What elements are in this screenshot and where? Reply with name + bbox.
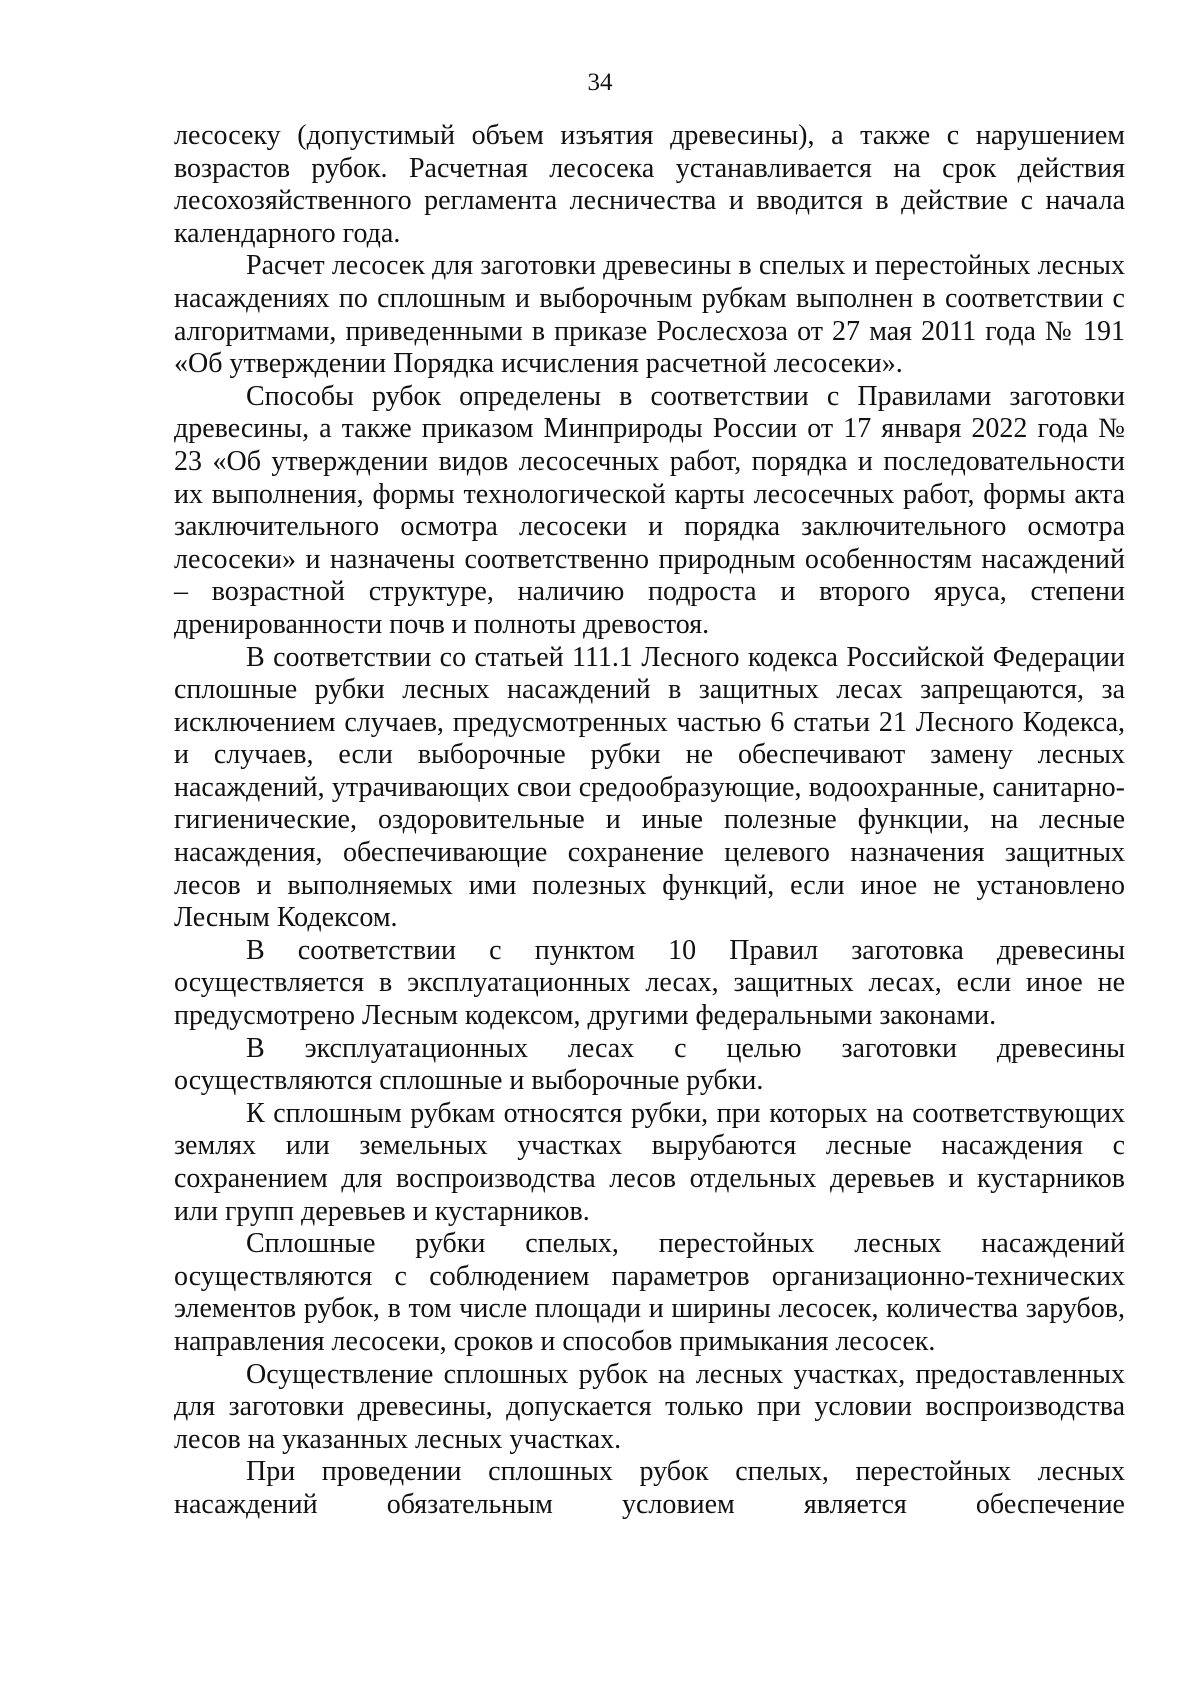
paragraph-clear-cutting-parameters: Сплошные рубки спелых, перестойных лесных насаждений осуществляются с соблюдением параметров организационно-технических элементов рубок, в том числе площади и ширины лесосек, количества зарубов, направления лесосеки, сроков и способов примыкания лесосек. — [174, 1228, 1125, 1357]
paragraph-continuation: лесосеку (допустимый объем изъятия древесины), а также с нарушением возрастов рубок. Расчетная лесосека устанавливается на срок действия лесохозяйственного регламента лесничества и вводится в действие с начала календарного года. — [174, 120, 1125, 249]
paragraph-exploitation-forests: В эксплуатационных лесах с целью заготовки древесины осуществляются сплошные и выборочные рубки. — [174, 1032, 1125, 1097]
document-body — [174, 120, 1125, 1522]
paragraph-calculation-method: Расчет лесосек для заготовки древесины в спелых и перестойных лесных насаждениях по сплошным и выборочным рубкам выполнен в соответствии с алгоритмами, приведенными в приказе Рослесхоза от 27 мая 2011 года № 191 «Об утверждении Порядка исчисления расчетной лесосеки». — [174, 250, 1125, 380]
paragraph-protective-forests: В соответствии со статьей 111.1 Лесного кодекса Российской Федерации сплошные рубки лесных насаждений в защитных лесах запрещаются, за исключением случаев, предусмотренных частью 6 статьи 21 Лесного Кодекса, и случаев, если выборочные рубки не обеспечивают замену лесных насаждений, утрачивающих свои средообразующие, водоохранные, санитарно-гигиенические, оздоровительные и иные полезные функции, на лесные насаждения, обеспечивающие сохранение целевого назначения защитных лесов и выполняемых ими полезных функций, если иное не установлено Лесным Кодексом. — [174, 641, 1125, 934]
paragraph-felling-methods: Способы рубок определены в соответствии с Правилами заготовки древесины, а также приказом Минприроды России от 17 января 2022 года № 23 «Об утверждении видов лесосечных работ, порядка и последовательности их выполнения, формы технологической карты лесосечных работ, формы акта заключительного осмотра лесосеки и порядка заключительного осмотра лесосеки» и назначены соответственно природным особенностям насаждений – возрастной структуре, наличию подроста и второго яруса, степени дренированности почв и полноты древостоя. — [174, 380, 1125, 640]
paragraph-mandatory-condition: При проведении сплошных рубок спелых, перестойных лесных насаждений обязательным условием является обеспечение — [174, 1456, 1125, 1520]
paragraph-rules-point-10: В соответствии с пунктом 10 Правил заготовка древесины осуществляется в эксплуатационных лесах, защитных лесах, если иное не предусмотрено Лесным кодексом, другими федеральными законами. — [174, 934, 1125, 1032]
paragraph-reproduction-condition: Осуществление сплошных рубок на лесных участках, предоставленных для заготовки древесины, допускается только при условии воспроизводства лесов на указанных лесных участках. — [174, 1358, 1125, 1455]
page-number: 34 — [587, 69, 613, 96]
paragraph-clear-cutting-definition: К сплошным рубкам относятся рубки, при которых на соответствующих землях или земельных участках вырубаются лесные насаждения с сохранением для воспроизводства лесов отдельных деревьев и кустарников или групп деревьев и кустарников. — [174, 1097, 1125, 1227]
